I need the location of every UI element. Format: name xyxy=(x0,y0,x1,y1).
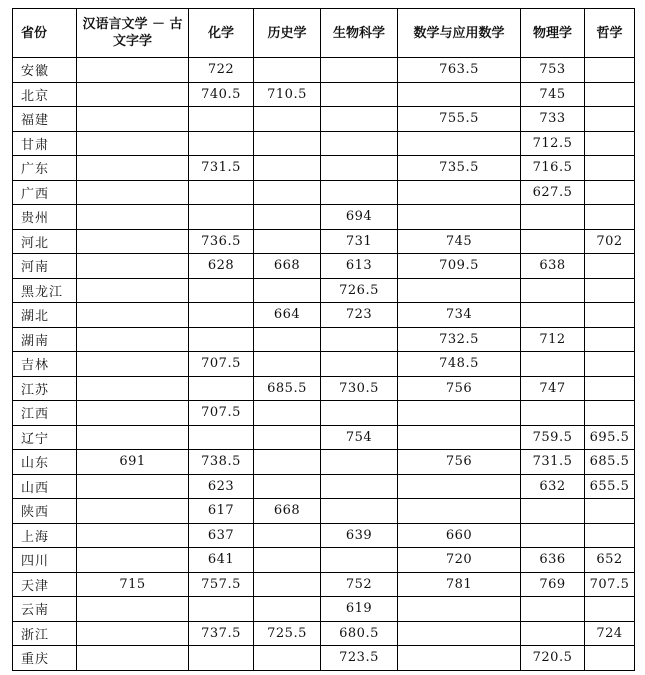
history-cell xyxy=(254,180,321,205)
physics-cell xyxy=(521,352,585,377)
province-cell: 江苏 xyxy=(13,376,77,401)
history-cell xyxy=(254,425,321,450)
biology-cell: 613 xyxy=(321,254,398,279)
table-row xyxy=(13,376,635,401)
province-cell: 山西 xyxy=(13,474,77,499)
mathematics-cell: 720 xyxy=(398,548,521,573)
biology-cell xyxy=(321,180,398,205)
province-cell: 重庆 xyxy=(13,646,77,671)
mathematics-cell: 734 xyxy=(398,303,521,328)
chemistry-cell: 628 xyxy=(189,254,254,279)
chinese-paleography-cell xyxy=(77,352,189,377)
philosophy-cell xyxy=(585,327,635,352)
province-cell: 河北 xyxy=(13,229,77,254)
physics-cell: 716.5 xyxy=(521,156,585,181)
physics-cell: 759.5 xyxy=(521,425,585,450)
table-row xyxy=(13,156,635,181)
mathematics-cell: 709.5 xyxy=(398,254,521,279)
header-chinese-paleography: 汉语言文学 － 古文字学 xyxy=(77,9,189,58)
mathematics-cell xyxy=(398,205,521,230)
physics-cell: 636 xyxy=(521,548,585,573)
biology-cell xyxy=(321,327,398,352)
philosophy-cell xyxy=(585,646,635,671)
biology-cell: 694 xyxy=(321,205,398,230)
biology-cell: 754 xyxy=(321,425,398,450)
header-philosophy: 哲学 xyxy=(585,9,635,58)
philosophy-cell xyxy=(585,131,635,156)
mathematics-cell: 756 xyxy=(398,376,521,401)
province-cell: 安徽 xyxy=(13,58,77,83)
chemistry-cell xyxy=(189,327,254,352)
biology-cell: 680.5 xyxy=(321,621,398,646)
province-cell: 江西 xyxy=(13,401,77,426)
mathematics-cell xyxy=(398,597,521,622)
chemistry-cell: 736.5 xyxy=(189,229,254,254)
biology-cell xyxy=(321,450,398,475)
philosophy-cell xyxy=(585,156,635,181)
philosophy-cell: 707.5 xyxy=(585,572,635,597)
chinese-paleography-cell xyxy=(77,278,189,303)
biology-cell: 726.5 xyxy=(321,278,398,303)
chinese-paleography-cell xyxy=(77,401,189,426)
physics-cell: 745 xyxy=(521,82,585,107)
province-cell: 广东 xyxy=(13,156,77,181)
history-cell xyxy=(254,278,321,303)
chemistry-cell xyxy=(189,425,254,450)
philosophy-cell xyxy=(585,58,635,83)
header-biology: 生物科学 xyxy=(321,9,398,58)
physics-cell: 627.5 xyxy=(521,180,585,205)
table-row xyxy=(13,254,635,279)
chemistry-cell: 641 xyxy=(189,548,254,573)
chemistry-cell xyxy=(189,107,254,132)
mathematics-cell xyxy=(398,180,521,205)
chemistry-cell: 757.5 xyxy=(189,572,254,597)
mathematics-cell xyxy=(398,401,521,426)
chinese-paleography-cell xyxy=(77,474,189,499)
chinese-paleography-cell xyxy=(77,229,189,254)
chinese-paleography-cell xyxy=(77,327,189,352)
philosophy-cell xyxy=(585,401,635,426)
physics-cell: 769 xyxy=(521,572,585,597)
table-row xyxy=(13,499,635,524)
history-cell xyxy=(254,352,321,377)
mathematics-cell: 763.5 xyxy=(398,58,521,83)
philosophy-cell xyxy=(585,205,635,230)
chinese-paleography-cell xyxy=(77,523,189,548)
biology-cell xyxy=(321,548,398,573)
philosophy-cell xyxy=(585,254,635,279)
header-row xyxy=(13,9,635,58)
philosophy-cell: 702 xyxy=(585,229,635,254)
biology-cell xyxy=(321,58,398,83)
mathematics-cell xyxy=(398,82,521,107)
history-cell: 710.5 xyxy=(254,82,321,107)
history-cell xyxy=(254,474,321,499)
table-row xyxy=(13,327,635,352)
chinese-paleography-cell xyxy=(77,597,189,622)
mathematics-cell: 735.5 xyxy=(398,156,521,181)
biology-cell xyxy=(321,107,398,132)
chinese-paleography-cell xyxy=(77,303,189,328)
table-row xyxy=(13,229,635,254)
table-row xyxy=(13,597,635,622)
history-cell xyxy=(254,58,321,83)
table-row xyxy=(13,425,635,450)
province-cell: 河南 xyxy=(13,254,77,279)
mathematics-cell: 781 xyxy=(398,572,521,597)
biology-cell xyxy=(321,156,398,181)
table-row xyxy=(13,548,635,573)
chinese-paleography-cell xyxy=(77,646,189,671)
chemistry-cell: 731.5 xyxy=(189,156,254,181)
biology-cell xyxy=(321,82,398,107)
physics-cell: 731.5 xyxy=(521,450,585,475)
history-cell xyxy=(254,597,321,622)
chemistry-cell: 617 xyxy=(189,499,254,524)
chinese-paleography-cell xyxy=(77,499,189,524)
mathematics-cell xyxy=(398,499,521,524)
chinese-paleography-cell: 691 xyxy=(77,450,189,475)
province-cell: 广西 xyxy=(13,180,77,205)
physics-cell: 712 xyxy=(521,327,585,352)
physics-cell xyxy=(521,621,585,646)
province-cell: 辽宁 xyxy=(13,425,77,450)
philosophy-cell: 685.5 xyxy=(585,450,635,475)
mathematics-cell: 755.5 xyxy=(398,107,521,132)
province-cell: 四川 xyxy=(13,548,77,573)
history-cell xyxy=(254,156,321,181)
chemistry-cell xyxy=(189,597,254,622)
province-cell: 北京 xyxy=(13,82,77,107)
philosophy-cell xyxy=(585,303,635,328)
province-cell: 山东 xyxy=(13,450,77,475)
table-row xyxy=(13,180,635,205)
biology-cell: 731 xyxy=(321,229,398,254)
biology-cell: 619 xyxy=(321,597,398,622)
province-cell: 云南 xyxy=(13,597,77,622)
history-cell xyxy=(254,450,321,475)
chemistry-cell xyxy=(189,376,254,401)
physics-cell xyxy=(521,278,585,303)
physics-cell: 712.5 xyxy=(521,131,585,156)
biology-cell xyxy=(321,352,398,377)
table-row xyxy=(13,303,635,328)
history-cell xyxy=(254,401,321,426)
province-cell: 浙江 xyxy=(13,621,77,646)
chinese-paleography-cell xyxy=(77,82,189,107)
province-cell: 天津 xyxy=(13,572,77,597)
table-row xyxy=(13,107,635,132)
table-row xyxy=(13,58,635,83)
chemistry-cell: 722 xyxy=(189,58,254,83)
history-cell xyxy=(254,548,321,573)
header-province: 省份 xyxy=(13,9,77,58)
philosophy-cell: 655.5 xyxy=(585,474,635,499)
chinese-paleography-cell xyxy=(77,107,189,132)
history-cell xyxy=(254,205,321,230)
history-cell: 668 xyxy=(254,254,321,279)
physics-cell: 753 xyxy=(521,58,585,83)
philosophy-cell xyxy=(585,107,635,132)
table-row xyxy=(13,82,635,107)
mathematics-cell xyxy=(398,131,521,156)
table-row xyxy=(13,450,635,475)
philosophy-cell xyxy=(585,499,635,524)
philosophy-cell xyxy=(585,597,635,622)
chemistry-cell xyxy=(189,131,254,156)
philosophy-cell xyxy=(585,180,635,205)
biology-cell xyxy=(321,499,398,524)
mathematics-cell xyxy=(398,474,521,499)
table-row xyxy=(13,278,635,303)
header-mathematics: 数学与应用数学 xyxy=(398,9,521,58)
chinese-paleography-cell xyxy=(77,156,189,181)
philosophy-cell xyxy=(585,523,635,548)
history-cell: 668 xyxy=(254,499,321,524)
physics-cell xyxy=(521,597,585,622)
chemistry-cell xyxy=(189,205,254,230)
chemistry-cell: 738.5 xyxy=(189,450,254,475)
chemistry-cell: 707.5 xyxy=(189,352,254,377)
biology-cell: 752 xyxy=(321,572,398,597)
history-cell xyxy=(254,327,321,352)
chemistry-cell: 707.5 xyxy=(189,401,254,426)
physics-cell: 632 xyxy=(521,474,585,499)
physics-cell xyxy=(521,401,585,426)
philosophy-cell: 695.5 xyxy=(585,425,635,450)
chinese-paleography-cell xyxy=(77,548,189,573)
philosophy-cell xyxy=(585,352,635,377)
mathematics-cell xyxy=(398,621,521,646)
philosophy-cell xyxy=(585,82,635,107)
table-row xyxy=(13,401,635,426)
chinese-paleography-cell xyxy=(77,376,189,401)
mathematics-cell: 756 xyxy=(398,450,521,475)
scores-table xyxy=(12,8,635,671)
physics-cell xyxy=(521,499,585,524)
chemistry-cell: 637 xyxy=(189,523,254,548)
table-row xyxy=(13,352,635,377)
province-cell: 福建 xyxy=(13,107,77,132)
header-chemistry: 化学 xyxy=(189,9,254,58)
physics-cell xyxy=(521,523,585,548)
province-cell: 湖北 xyxy=(13,303,77,328)
mathematics-cell xyxy=(398,425,521,450)
history-cell xyxy=(254,107,321,132)
history-cell xyxy=(254,572,321,597)
province-cell: 上海 xyxy=(13,523,77,548)
history-cell: 685.5 xyxy=(254,376,321,401)
biology-cell: 730.5 xyxy=(321,376,398,401)
history-cell xyxy=(254,646,321,671)
mathematics-cell xyxy=(398,278,521,303)
mathematics-cell xyxy=(398,646,521,671)
physics-cell: 720.5 xyxy=(521,646,585,671)
physics-cell xyxy=(521,205,585,230)
mathematics-cell: 748.5 xyxy=(398,352,521,377)
table-row xyxy=(13,205,635,230)
chemistry-cell xyxy=(189,646,254,671)
history-cell xyxy=(254,229,321,254)
biology-cell xyxy=(321,474,398,499)
table-row xyxy=(13,523,635,548)
physics-cell: 638 xyxy=(521,254,585,279)
chinese-paleography-cell xyxy=(77,180,189,205)
province-cell: 陕西 xyxy=(13,499,77,524)
chinese-paleography-cell: 715 xyxy=(77,572,189,597)
mathematics-cell: 732.5 xyxy=(398,327,521,352)
chinese-paleography-cell xyxy=(77,205,189,230)
province-cell: 甘肃 xyxy=(13,131,77,156)
biology-cell: 723.5 xyxy=(321,646,398,671)
biology-cell xyxy=(321,401,398,426)
table-row xyxy=(13,572,635,597)
province-cell: 吉林 xyxy=(13,352,77,377)
history-cell: 725.5 xyxy=(254,621,321,646)
header-physics: 物理学 xyxy=(521,9,585,58)
table-row xyxy=(13,131,635,156)
physics-cell xyxy=(521,303,585,328)
table-row xyxy=(13,646,635,671)
province-cell: 湖南 xyxy=(13,327,77,352)
chemistry-cell: 623 xyxy=(189,474,254,499)
physics-cell xyxy=(521,229,585,254)
chemistry-cell xyxy=(189,180,254,205)
chemistry-cell: 740.5 xyxy=(189,82,254,107)
chemistry-cell: 737.5 xyxy=(189,621,254,646)
philosophy-cell: 652 xyxy=(585,548,635,573)
philosophy-cell xyxy=(585,278,635,303)
table-body xyxy=(13,58,635,671)
chemistry-cell xyxy=(189,303,254,328)
chemistry-cell xyxy=(189,278,254,303)
history-cell xyxy=(254,131,321,156)
philosophy-cell xyxy=(585,376,635,401)
physics-cell: 747 xyxy=(521,376,585,401)
philosophy-cell: 724 xyxy=(585,621,635,646)
province-cell: 黑龙江 xyxy=(13,278,77,303)
mathematics-cell: 745 xyxy=(398,229,521,254)
chinese-paleography-cell xyxy=(77,621,189,646)
history-cell xyxy=(254,523,321,548)
chinese-paleography-cell xyxy=(77,425,189,450)
header-history: 历史学 xyxy=(254,9,321,58)
table-row xyxy=(13,474,635,499)
chinese-paleography-cell xyxy=(77,58,189,83)
province-cell: 贵州 xyxy=(13,205,77,230)
biology-cell: 639 xyxy=(321,523,398,548)
mathematics-cell: 660 xyxy=(398,523,521,548)
physics-cell: 733 xyxy=(521,107,585,132)
history-cell: 664 xyxy=(254,303,321,328)
chinese-paleography-cell xyxy=(77,254,189,279)
biology-cell: 723 xyxy=(321,303,398,328)
chinese-paleography-cell xyxy=(77,131,189,156)
biology-cell xyxy=(321,131,398,156)
table-row xyxy=(13,621,635,646)
